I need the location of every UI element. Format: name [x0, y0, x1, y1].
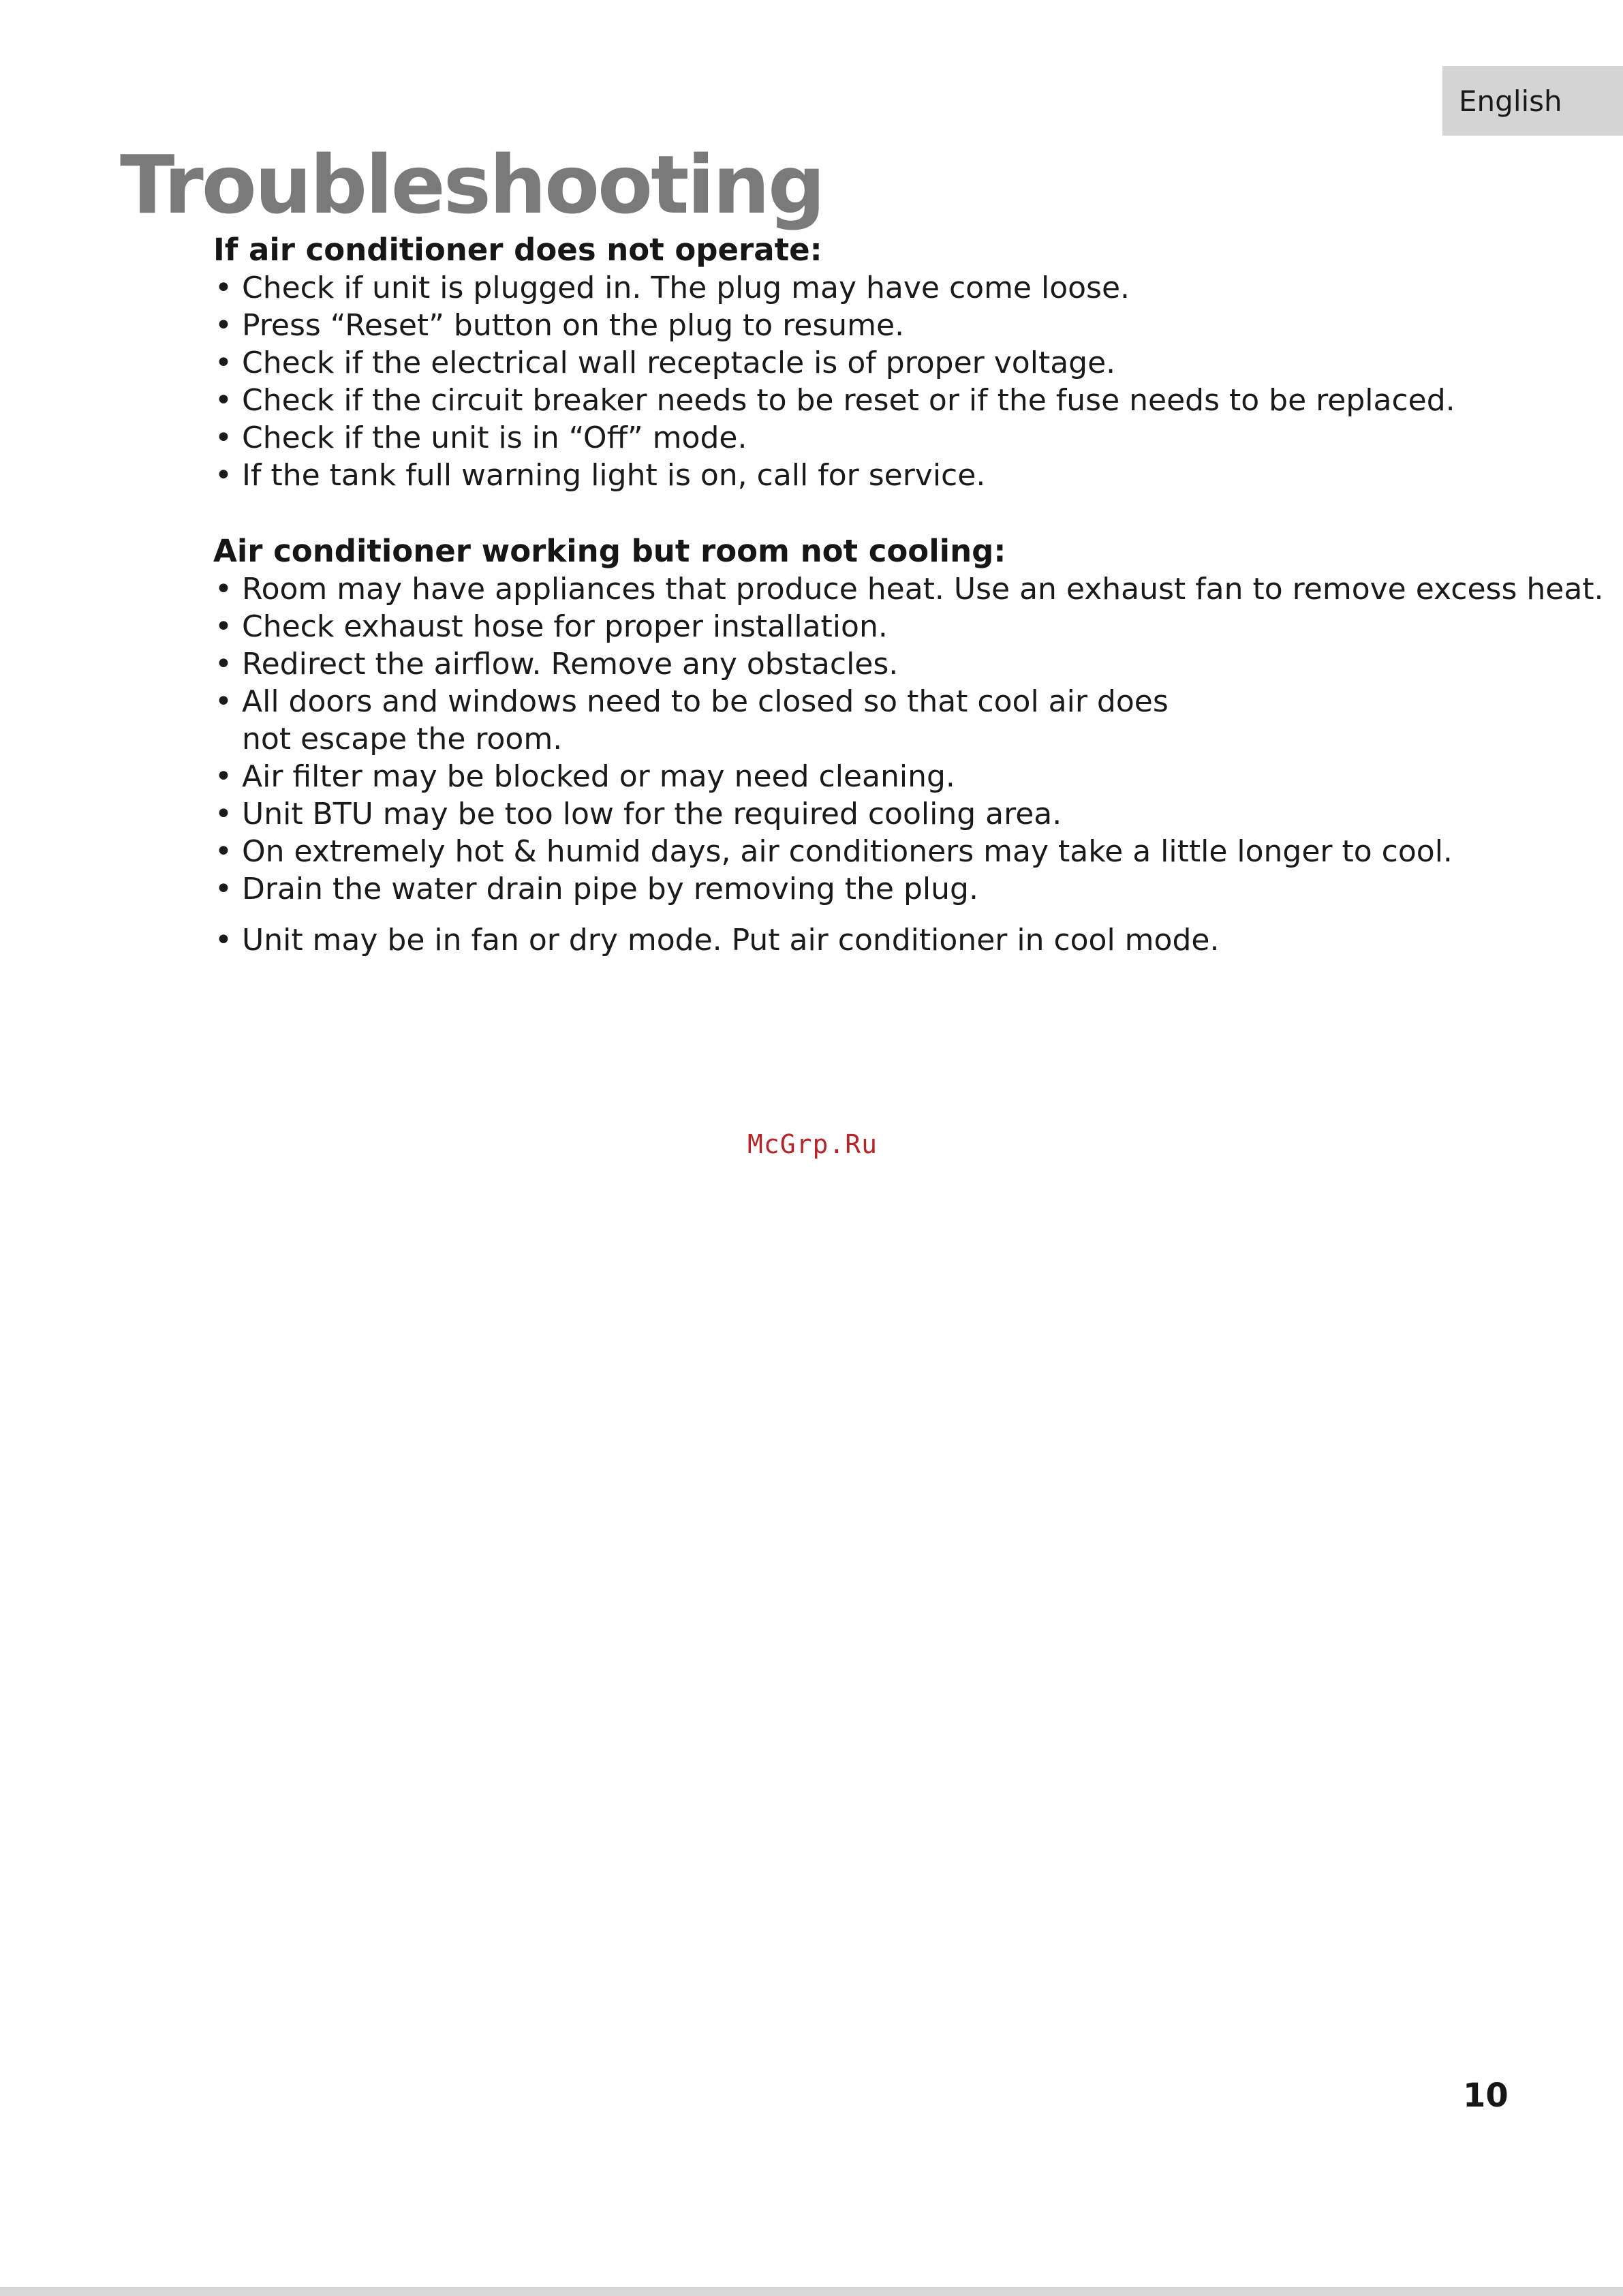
item-text: Unit may be in fan or dry mode. Put air conditioner in cool mode.	[242, 923, 1220, 958]
language-label: English	[1459, 84, 1562, 118]
bullet-icon: •	[215, 647, 232, 682]
bullet-icon: •	[215, 759, 232, 794]
item-text: Check if the electrical wall receptacle is of proper voltage.	[242, 346, 1116, 380]
item-text-continued: not escape the room.	[242, 722, 563, 756]
item-text: Check if the unit is in “Off” mode.	[242, 420, 747, 455]
item-text: If the tank full warning light is on, call for service.	[242, 458, 986, 493]
list-item	[213, 608, 1508, 645]
item-text: Air filter may be blocked or may need cleaning.	[242, 759, 955, 794]
checklist	[213, 269, 1508, 494]
item-text: On extremely hot & humid days, air conditioners may take a little longer to cool.	[242, 834, 1453, 869]
page-title: Troubleshooting	[120, 138, 824, 232]
list-item	[213, 758, 1508, 795]
section-heading: If air conditioner does not operate:	[213, 232, 822, 268]
list-item	[213, 457, 1508, 494]
page-number: 10	[1463, 2077, 1509, 2115]
item-text: Press “Reset” button on the plug to resume.	[242, 308, 905, 343]
bullet-icon: •	[215, 797, 232, 831]
bullet-icon: •	[215, 834, 232, 869]
list-item	[213, 683, 1508, 758]
watermark: McGrp.Ru	[747, 1129, 878, 1159]
bullet-icon: •	[215, 572, 232, 607]
item-text: Redirect the airflow. Remove any obstacles.	[242, 647, 899, 682]
bullet-icon: •	[215, 271, 232, 305]
bullet-icon: •	[215, 609, 232, 644]
list-item	[213, 795, 1508, 833]
list-item	[213, 419, 1508, 457]
language-tab	[1442, 66, 1623, 136]
checklist	[213, 570, 1604, 959]
item-text: Unit BTU may be too low for the required cooling area.	[242, 797, 1062, 831]
list-item	[213, 269, 1508, 307]
list-item	[213, 307, 1508, 344]
bullet-icon: •	[215, 458, 232, 493]
item-text: Room may have appliances that produce heat. Use an exhaust fan to remove excess heat.	[242, 572, 1604, 607]
section-heading: Air conditioner working but room not cooling:	[213, 533, 1006, 569]
item-text: Check if the circuit breaker needs to be reset or if the fuse needs to be replaced.	[242, 383, 1455, 418]
list-item	[213, 921, 1508, 959]
item-text: Check exhaust hose for proper installation.	[242, 609, 888, 644]
bullet-icon: •	[215, 923, 232, 958]
item-text: All doors and windows need to be closed so that cool air does	[242, 684, 1169, 719]
list-item	[213, 570, 1604, 608]
bottom-rule	[0, 2287, 1623, 2296]
item-text: Check if unit is plugged in. The plug may have come loose.	[242, 271, 1130, 305]
list-item	[213, 344, 1508, 382]
bullet-icon: •	[215, 420, 232, 455]
list-item	[213, 645, 1508, 683]
section-not-operating	[213, 231, 1508, 494]
list-item	[213, 870, 1508, 908]
list-item	[213, 833, 1508, 870]
bullet-icon: •	[215, 872, 232, 906]
section-not-cooling	[213, 532, 1604, 959]
bullet-icon: •	[215, 684, 232, 719]
bullet-icon: •	[215, 383, 232, 418]
list-item	[213, 382, 1508, 419]
bullet-icon: •	[215, 308, 232, 343]
bullet-icon: •	[215, 346, 232, 380]
item-text: Drain the water drain pipe by removing the plug.	[242, 872, 978, 906]
